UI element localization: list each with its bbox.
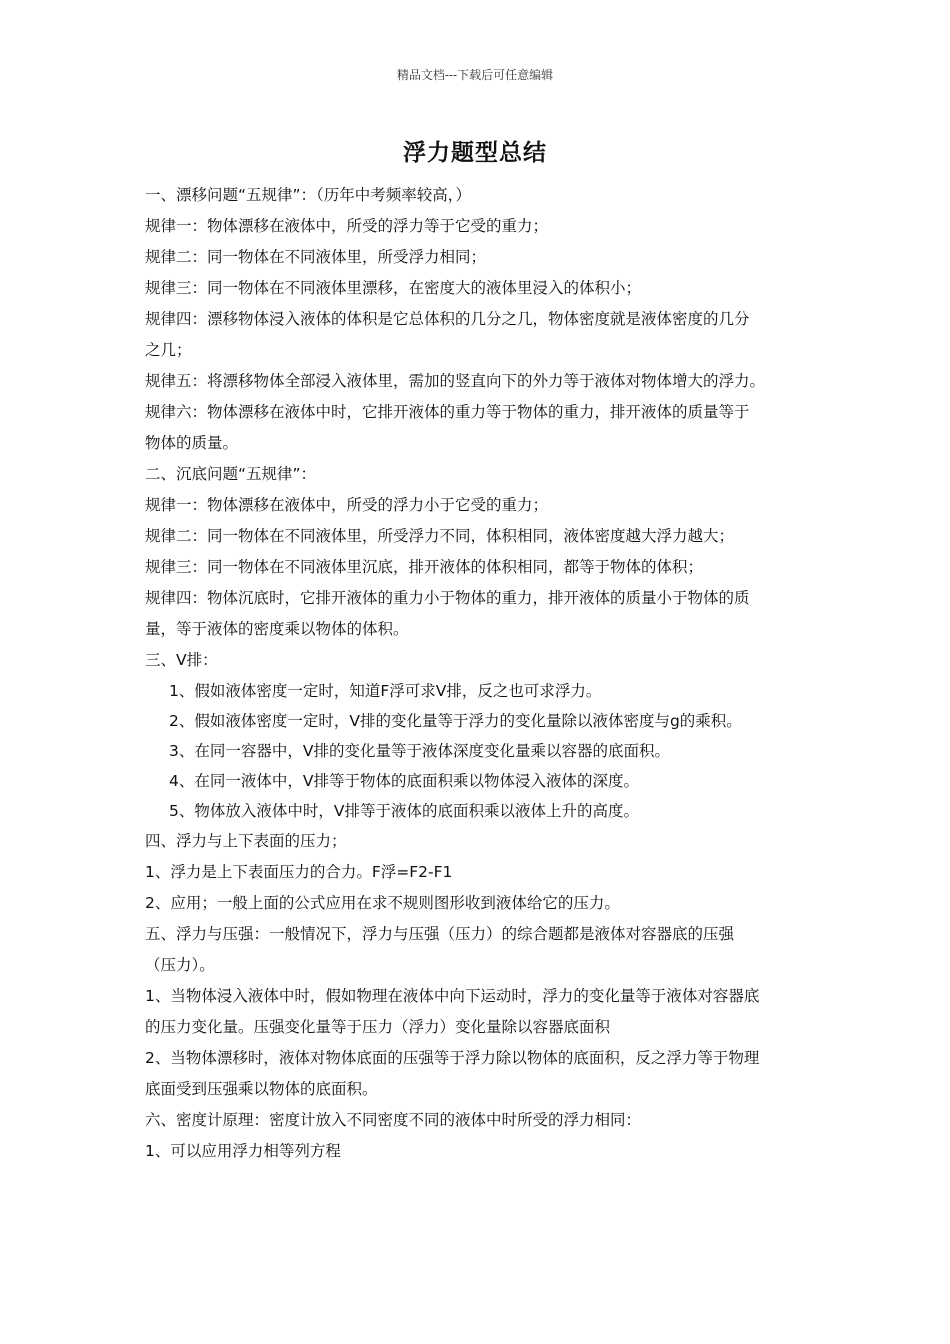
paragraph-line: 1、可以应用浮力相等列方程 bbox=[145, 1142, 341, 1160]
section-heading-hydrometer: 六、密度计原理：密度计放入不同密度不同的液体中时所受的浮力相同： bbox=[145, 1111, 642, 1129]
paragraph-line: 规律一：物体漂移在液体中，所受的浮力等于它受的重力； bbox=[145, 217, 549, 235]
list-item: 5、物体放入液体中时，V排等于液体的底面积乘以液体上升的高度。 bbox=[169, 802, 639, 820]
paragraph-line: 之几； bbox=[145, 341, 192, 359]
section-heading-sinking: 二、沉底问题“五规律”： bbox=[145, 465, 317, 483]
list-item: 4、在同一液体中，V排等于物体的底面积乘以物体浸入液体的深度。 bbox=[169, 772, 639, 790]
list-item: 1、假如液体密度一定时，知道F浮可求V排，反之也可求浮力。 bbox=[169, 682, 602, 700]
paragraph-line: 物体的质量。 bbox=[145, 434, 239, 452]
paragraph-line: （压力）。 bbox=[145, 956, 215, 974]
list-item: 2、假如液体密度一定时，V排的变化量等于浮力的变化量除以液体密度与g的乘积。 bbox=[169, 712, 742, 730]
document-title: 浮力题型总结 bbox=[403, 139, 547, 166]
paragraph-line: 规律五：将漂移物体全部浸入液体里，需加的竖直向下的外力等于液体对物体增大的浮力。 bbox=[145, 372, 766, 390]
paragraph-line: 2、应用；一般上面的公式应用在求不规则图形收到液体给它的压力。 bbox=[145, 894, 620, 912]
section-heading-floating: 一、漂移问题“五规律”：（历年中考频率较高，） bbox=[145, 186, 472, 204]
paragraph-line: 规律三：同一物体在不同液体里沉底，排开液体的体积相同，都等于物体的体积； bbox=[145, 558, 704, 576]
document-body bbox=[145, 180, 820, 1167]
paragraph-line: 量，等于液体的密度乘以物体的体积。 bbox=[145, 620, 409, 638]
paragraph-line: 1、浮力是上下表面压力的合力。F浮=F2-F1 bbox=[145, 863, 453, 881]
section-heading-buoyancy-pressure: 五、浮力与压强：一般情况下，浮力与压强（压力）的综合题都是液体对容器底的压强 bbox=[145, 925, 735, 943]
paragraph-line: 规律六：物体漂移在液体中时，它排开液体的重力等于物体的重力，排开液体的质量等于 bbox=[145, 403, 750, 421]
paragraph-line: 规律四：漂移物体浸入液体的体积是它总体积的几分之几，物体密度就是液体密度的几分 bbox=[145, 310, 750, 328]
paragraph-line: 规律三：同一物体在不同液体里漂移，在密度大的液体里浸入的体积小； bbox=[145, 279, 642, 297]
paragraph-line: 底面受到压强乘以物体的底面积。 bbox=[145, 1080, 378, 1098]
paragraph-line: 规律二：同一物体在不同液体里，所受浮力相同； bbox=[145, 248, 487, 266]
paragraph-line: 1、当物体浸入液体中时，假如物理在液体中向下运动时，浮力的变化量等于液体对容器底 bbox=[145, 987, 760, 1005]
paragraph-line: 2、当物体漂移时，液体对物体底面的压强等于浮力除以物体的底面积，反之浮力等于物理 bbox=[145, 1049, 760, 1067]
paragraph-line: 规律二：同一物体在不同液体里，所受浮力不同，体积相同，液体密度越大浮力越大； bbox=[145, 527, 735, 545]
list-item: 3、在同一容器中，V排的变化量等于液体深度变化量乘以容器的底面积。 bbox=[169, 742, 670, 760]
section-heading-surface-pressure: 四、浮力与上下表面的压力； bbox=[145, 832, 347, 850]
paragraph-line: 规律四：物体沉底时，它排开液体的重力小于物体的重力，排开液体的质量小于物体的质 bbox=[145, 589, 750, 607]
section-heading-v-displaced: 三、V排： bbox=[145, 651, 218, 669]
paragraph-line: 的压力变化量。压强变化量等于压力（浮力）变化量除以容器底面积 bbox=[145, 1018, 611, 1036]
header-note: 精品文档---下载后可任意编辑 bbox=[396, 68, 554, 82]
paragraph-line: 规律一：物体漂移在液体中，所受的浮力小于它受的重力； bbox=[145, 496, 549, 514]
